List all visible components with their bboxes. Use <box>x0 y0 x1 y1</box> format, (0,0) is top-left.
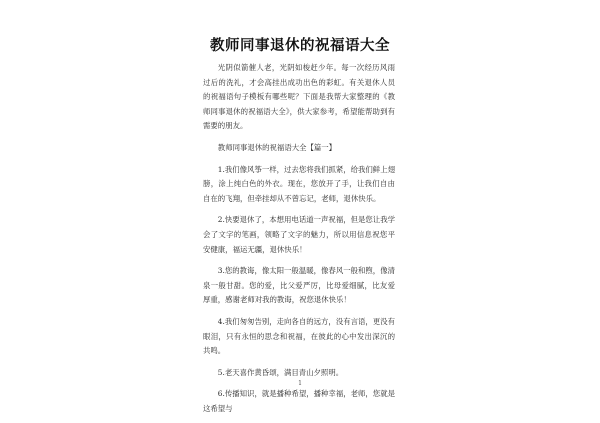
section-heading: 教师同事退休的祝福语大全【篇一】 <box>217 142 337 152</box>
blessing-item-5: 5.老天喜作黄昏颂，满目青山夕照明。 <box>217 367 344 377</box>
blessing-item-4: 4.我们匆匆告别，走向各自的远方，没有言语，更没有眼泪，只有永恒的思念和祝福，在彼此的心中发出深沉的共鸣。 <box>203 316 395 356</box>
blessing-item-1: 1.我们像风筝一样，过去您将我们抓紧，给我们鲜上翅膀，涂上纯白色的外衣。现在，您放开了手，让我们自由自在的飞翔，但牵挂却从不曾忘记，老师，退休快乐。 <box>203 164 395 203</box>
blessing-item-2: 2.快要退休了，本想用电话道一声祝福，但是您让我学会了文字的笔画，领略了文字的魅力，所以用信息祝您平安健康，福运无疆，退休快乐！ <box>203 215 395 254</box>
intro-paragraph: 光阴似箭催人老，光阴如梭赶少年。每一次经历风雨过后的洗礼，才会高挂出成功出色的彩虹。有关退休人员的祝福语句子模板有哪些呢？下面是我帮大家整理的《教师同事退休的祝福语大全》，供大家参考，希望能帮助到有需要的朋友。 <box>203 63 395 131</box>
document-body <box>203 61 395 423</box>
document-title: 教师同事退休的祝福语大全 <box>210 37 390 54</box>
page-number: 1 <box>298 380 302 387</box>
blessing-item-3: 3.您的教诲，像太阳一般温暖，像春风一般和煦，像清泉一般甘甜。您的爱，比父爱严厉，比母爱细腻，比友爱厚重，感谢老师对我的教诲，祝您退休快乐！ <box>203 266 395 305</box>
blessing-item-6: 6.传播知识，就是播种希望，播种幸福，老师，您就是这希望与 <box>203 389 395 413</box>
